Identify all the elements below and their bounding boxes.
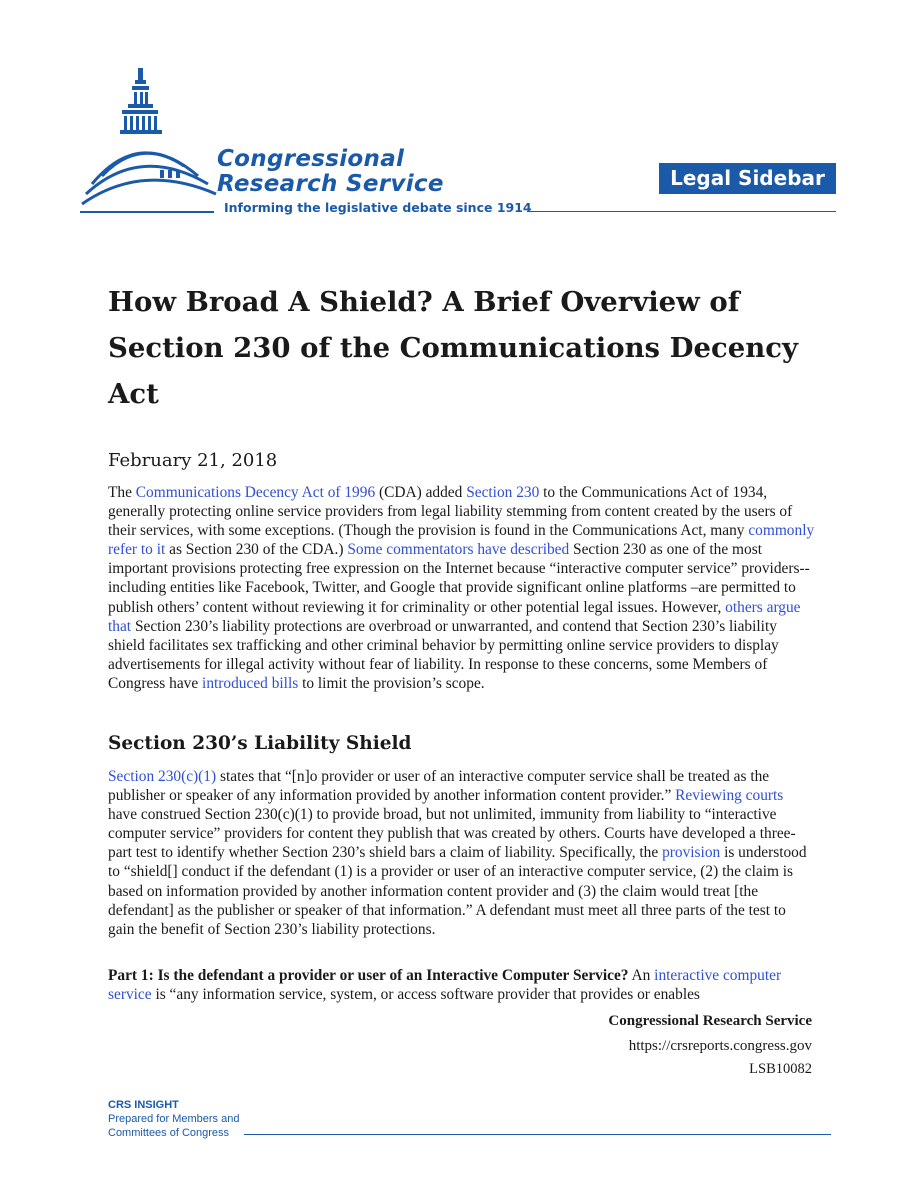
insight-prepared-line-2: Committees of Congress (108, 1127, 230, 1139)
inline-link[interactable]: provision (662, 844, 721, 862)
footer-url[interactable]: https://crsreports.congress.gov (628, 1038, 812, 1054)
inline-link[interactable]: Section 230(c)(1) (108, 768, 217, 785)
header-rule (527, 211, 836, 212)
footer-organization: Congressional Research Service (608, 1013, 812, 1029)
footer-document-id: LSB10082 (749, 1061, 812, 1077)
inline-link[interactable]: Section 230 (466, 484, 540, 501)
logo-line-1: Congressional (217, 146, 405, 172)
legal-sidebar-badge: Legal Sidebar (659, 163, 836, 194)
inline-link[interactable]: commonly refer to it (108, 522, 815, 559)
document-title: How Broad A Shield? A Brief Overview of Section 230 of the Communications Decency Act (108, 286, 798, 410)
intro-paragraph: The Communications Decency Act of 1996 (CDA) added Section 230 to the Communications Act of 1934, generally protecting online service providers from legal liability stemming from content created by the users of their services, with some exceptions. (Though the provision is found in the Communications Act, many commonly refer to it as Section 230 of the CDA.) Some commentators have described Section 230 as one of the most important provisions protecting free expression on the Internet because “interactive computer service” providers-- including entities like Facebook, Twitter, and Google that provide significant online platforms –are permitted to publish others’ content without reviewing it for criminality or other potential legal issues. However, others argue that Section 230’s liability protections are overbroad or unwarranted, and contend that Section 230’s liability shield facilitates sex trafficking and other criminal behavior by permitting online service providers to display advertisements for illegal activity without fear of liability. In response to these concerns, some Members of Congress have introduced bills to limit the provision’s scope. (108, 484, 815, 692)
footer-rule (244, 1134, 831, 1135)
bold-lead-in: Part 1: Is the defendant a provider or user of an Interactive Computer Service? (108, 967, 629, 984)
inline-link[interactable]: Reviewing courts (675, 787, 784, 805)
document-date: February 21, 2018 (108, 450, 278, 471)
logo-line-2: Research Service (217, 171, 444, 197)
part1-paragraph: Part 1: Is the defendant a provider or user of an Interactive Computer Service? An interactive computer service is “any information service, system, or access software provider that provides or enables (108, 967, 782, 1004)
crs-insight-label: CRS INSIGHT (108, 1099, 179, 1111)
section-heading: Section 230’s Liability Shield (108, 733, 412, 754)
inline-link[interactable]: introduced bills (202, 674, 299, 692)
liability-paragraph: Section 230(c)(1) states that “[n]o provider or user of an interactive computer service shall be treated as the publisher or speaker of any information provided by another information content provider.” Reviewing courts have construed Section 230(c)(1) to provide broad, but not unlimited, immunity from liability to “interactive computer service” providers for content they publish that was created by others. Courts have developed a three-part test to identify whether Section 230’s shield bars a claim of liability. Specifically, the provision is understood to “shield[] conduct if the defendant (1) is a provider or user of an interactive computer service, (2) the claim is based on information provided by another information content provider and (3) the claim would treat [the defendant] as the publisher or speaker of that information.” A defendant must meet all three parts of the test to gain the benefit of Section 230’s liability protections. (108, 768, 807, 938)
inline-link[interactable]: interactive computer service (108, 967, 782, 1004)
logo-wordmark (217, 147, 444, 197)
insight-prepared-line-1: Prepared for Members and (108, 1113, 240, 1125)
inline-link[interactable]: Communications Decency Act of 1996 (135, 484, 376, 501)
capitol-dome-logo (80, 66, 220, 216)
inline-link[interactable]: others argue that (108, 598, 801, 635)
logo-tagline: Informing the legislative debate since 1914 (224, 200, 532, 215)
inline-link[interactable]: Some commentators have described (347, 541, 570, 559)
